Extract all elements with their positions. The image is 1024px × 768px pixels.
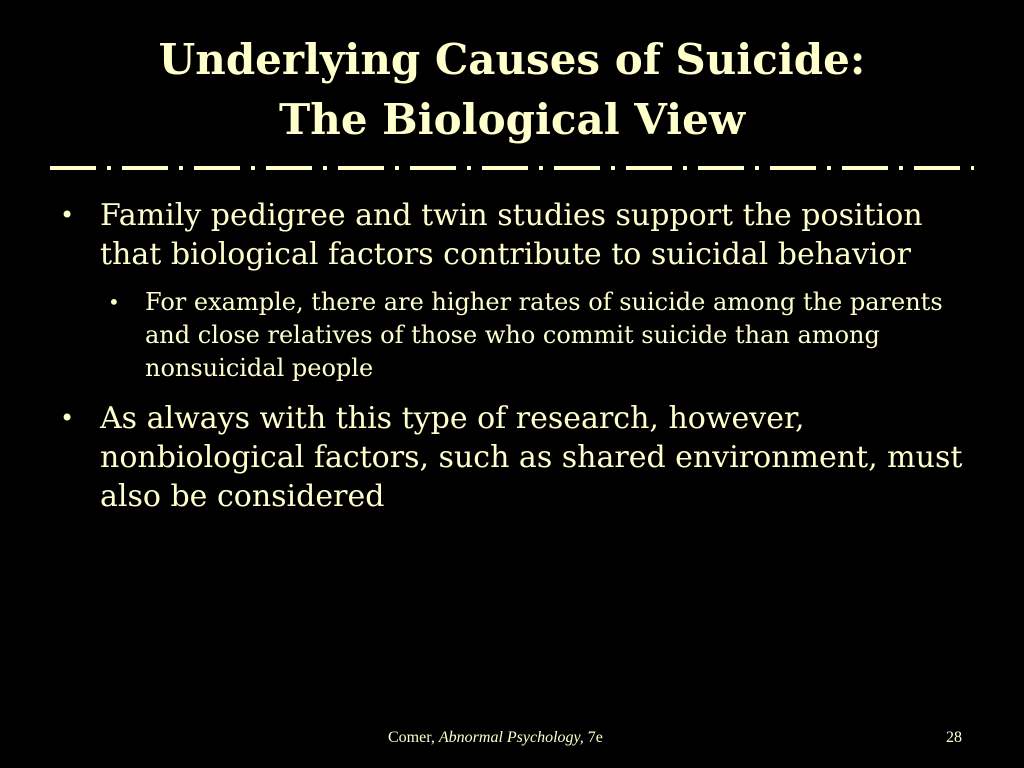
divider-dash bbox=[698, 166, 744, 170]
divider-dot bbox=[179, 166, 183, 170]
bullet-dot-icon: • bbox=[60, 404, 75, 432]
divider-dot bbox=[683, 166, 687, 170]
bullet-list bbox=[55, 196, 975, 528]
divider-dash bbox=[554, 166, 600, 170]
divider-dot bbox=[467, 166, 471, 170]
divider-dot bbox=[251, 166, 255, 170]
divider-dot bbox=[971, 166, 974, 170]
divider-dash bbox=[482, 166, 528, 170]
footer-author: Comer, bbox=[388, 729, 439, 746]
bullet-text-2: As always with this type of research, however, nonbiological factors, such as shared environment, must also be considered bbox=[100, 401, 963, 514]
bullet-item-1 bbox=[55, 196, 975, 274]
divider-dash bbox=[770, 166, 816, 170]
divider-dash bbox=[842, 166, 888, 170]
divider-dot bbox=[395, 166, 399, 170]
divider-dot bbox=[755, 166, 759, 170]
sub-bullet-text-1: For example, there are higher rates of suicide among the parents and close relatives of those who commit suicide than among nonsuicidal people bbox=[145, 288, 943, 382]
footer-book-title: Abnormal Psychology, bbox=[438, 729, 584, 746]
slide-title bbox=[0, 30, 1024, 150]
footer-citation bbox=[388, 728, 603, 748]
divider-dot bbox=[107, 166, 111, 170]
divider-dash bbox=[914, 166, 960, 170]
divider-dot bbox=[539, 166, 543, 170]
title-divider bbox=[50, 162, 974, 174]
title-line-1: Underlying Causes of Suicide: bbox=[158, 35, 866, 84]
divider-dot bbox=[611, 166, 615, 170]
page-number: 28 bbox=[946, 729, 962, 746]
divider-dash bbox=[194, 166, 240, 170]
bullet-item-2 bbox=[55, 399, 975, 516]
divider-dash bbox=[266, 166, 312, 170]
sub-bullet-dot-icon: • bbox=[108, 290, 120, 314]
footer-edition: 7e bbox=[583, 729, 603, 746]
divider-dot bbox=[827, 166, 831, 170]
divider-dot bbox=[899, 166, 903, 170]
divider-dot bbox=[323, 166, 327, 170]
divider-dash bbox=[338, 166, 384, 170]
bullet-dot-icon: • bbox=[60, 201, 75, 229]
divider-dash bbox=[626, 166, 672, 170]
bullet-text-1: Family pedigree and twin studies support the position that biological factors contribute to suicidal behavior bbox=[100, 198, 923, 272]
divider-dash bbox=[50, 166, 96, 170]
sub-bullet-item-1 bbox=[100, 286, 975, 385]
divider-dash bbox=[122, 166, 168, 170]
divider-dash bbox=[410, 166, 456, 170]
title-line-2: The Biological View bbox=[279, 95, 745, 144]
